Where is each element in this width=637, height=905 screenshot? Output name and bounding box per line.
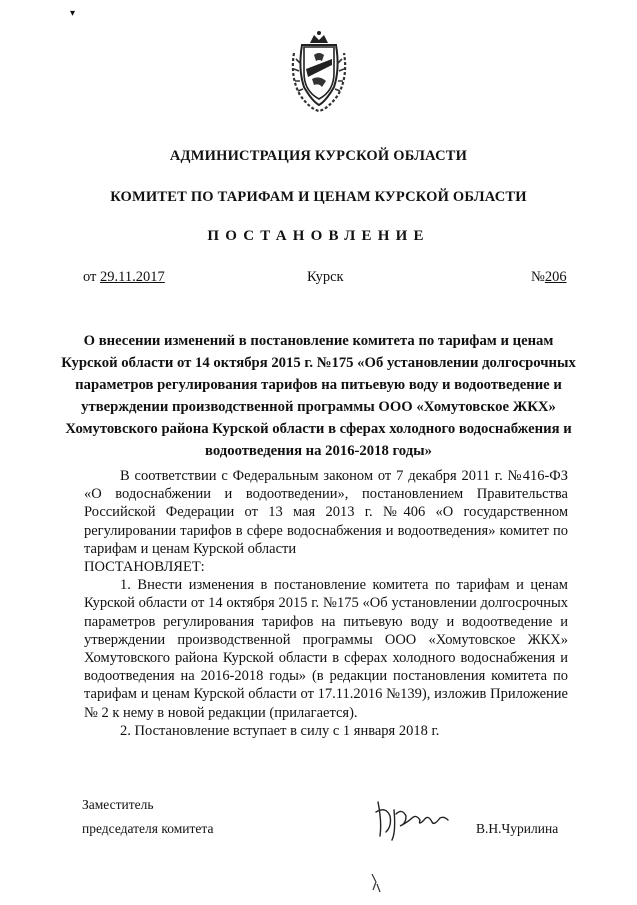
document-type-title: ПОСТАНОВЛЕНИЕ xyxy=(207,228,430,244)
scan-mark: ▾ xyxy=(70,8,76,19)
number-value: 206 xyxy=(544,269,567,285)
resolves-line: ПОСТАНОВЛЯЕТ: xyxy=(84,559,205,576)
document-number xyxy=(531,269,567,286)
handwritten-signature xyxy=(372,792,462,842)
document-body xyxy=(84,467,568,740)
signatory-name: В.Н.Чурилина xyxy=(476,821,559,836)
preamble-paragraph: В соответствии с Федеральным законом от 7 декабря 2011 г. №416-ФЗ «О водоснабжении и водоотведении», постановлением Правительства Российской Федерации от 13 мая 2013 г. №406 «О государственном регулировании тарифов в сфере водоснабжения и водоотведения» комитет по тарифам и ценам Курской области xyxy=(84,468,568,557)
document-city: Курск xyxy=(307,269,344,285)
item-2-paragraph: 2. Постановление вступает в силу с 1 января 2018 г. xyxy=(120,722,440,739)
date-prefix: от xyxy=(83,269,101,285)
coat-of-arms-emblem xyxy=(288,29,350,113)
administration-heading: АДМИНИСТРАЦИЯ КУРСКОЙ ОБЛАСТИ xyxy=(169,148,468,164)
document-date xyxy=(83,269,165,286)
document-subject: О внесении изменений в постановление комитета по тарифам и ценам Курской области от 14 октября 2015 г. №175 «Об установлении долгосрочных параметров регулирования тарифов на питьевую воду и водоотведение и утверждении производственной программы ООО «Хомутовское ЖКХ» Хомутовского района Курской области в сферах холодного водоснабжения и водоотведения на 2016-2018 годы» xyxy=(61,333,576,459)
date-value: 29.11.2017 xyxy=(100,269,165,285)
scan-speck xyxy=(368,872,384,894)
signatory-position-line1: Заместитель xyxy=(82,797,154,812)
committee-heading: КОМИТЕТ ПО ТАРИФАМ И ЦЕНАМ КУРСКОЙ ОБЛАСТИ xyxy=(110,189,527,205)
signatory-position-line2: председателя комитета xyxy=(82,821,214,836)
item-1-paragraph: 1. Внести изменения в постановление комитета по тарифам и ценам Курской области от 14 октября 2015 г. №175 «Об установлении долгосрочных параметров регулирования тарифов на питьевую воду и водоотведение и утверждении производственной программы ООО «Хомутовское ЖКХ» Хомутовского района Курской области в сферах холодного водоснабжения и водоотведения на 2016-2018 годы» (в редакции постановления комитета по тарифам и ценам Курской области от 17.11.2016 №139), изложив Приложение № 2 к нему в новой редакции (прилагается). xyxy=(84,577,568,721)
number-prefix: № xyxy=(531,269,545,285)
